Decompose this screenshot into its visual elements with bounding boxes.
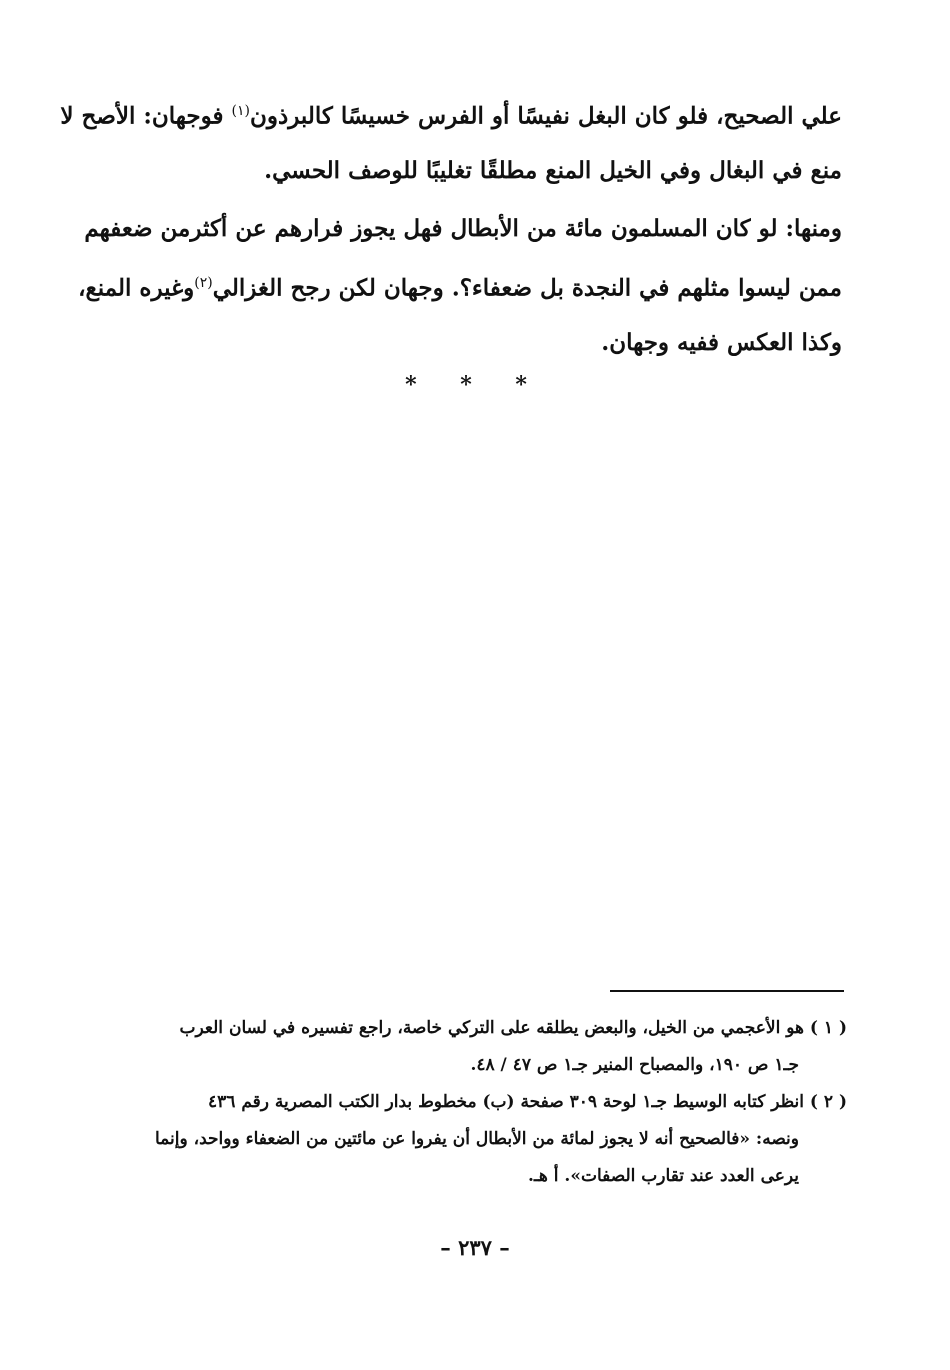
footnote-1-line-2: جـ١ ص ١٩٠، والمصباح المنير جـ١ ص ٤٧ / ٤٨.: [470, 1055, 799, 1075]
footnote-ref-1: (١): [231, 103, 250, 119]
footnote-1: [105, 1010, 847, 1084]
paragraph-1-line-2: منع في البغال وفي الخيل المنع مطلقًا تغليبًا للوصف الحسي.: [264, 156, 842, 184]
paragraph-2-line-1: ومنها: لو كان المسلمون مائة من الأبطال فهل يجوز فرارهم عن أكثرمن ضعفهم: [84, 215, 842, 242]
text-segment: وغيره المنع،: [78, 274, 195, 302]
footnote-divider: [610, 990, 844, 992]
footnote-1-line-1: ( ١ ) هو الأعجمي من الخيل، والبعض يطلقه على التركي خاصة، راجع تفسيره في لسان العرب: [179, 1018, 847, 1038]
footnote-2-line-2: ونصه: «فالصحيح أنه لا يجوز لمائة من الأبطال أن يفروا عن مائتين من الضعفاء وواحد، وإنما: [155, 1129, 799, 1149]
paragraph-2: [78, 202, 842, 370]
text-segment: فوجهان: الأصح لا: [60, 102, 224, 130]
footnote-ref-2: (٢): [194, 275, 213, 291]
text-segment: ممن ليسوا مثلهم في النجدة بل ضعفاء؟. وجهان لكن رجح الغزالي: [212, 274, 842, 302]
paragraph-1: [60, 84, 842, 198]
text-segment: علي الصحيح، فلو كان البغل نفيسًا أو الفرس خسيسًا كالبرذون: [249, 102, 842, 130]
paragraph-1-line-1: [60, 84, 842, 144]
page-number: – ٢٣٧ –: [440, 1235, 510, 1260]
footnote-2-line-1: ( ٢ ) انظر كتابه الوسيط جـ١ لوحة ٣٠٩ صفحة (ب) مخطوط بدار الكتب المصرية رقم ٤٣٦: [208, 1092, 847, 1112]
paragraph-2-line-2: [78, 256, 842, 316]
paragraph-2-line-3: وكذا العكس ففيه وجهان.: [601, 328, 842, 356]
footnote-2-line-3: يرعى العدد عند تقارب الصفات». أ هـ.: [527, 1166, 799, 1186]
footnotes: [105, 1010, 847, 1195]
footnote-2: [105, 1084, 847, 1195]
section-separator: * * *: [405, 372, 545, 398]
